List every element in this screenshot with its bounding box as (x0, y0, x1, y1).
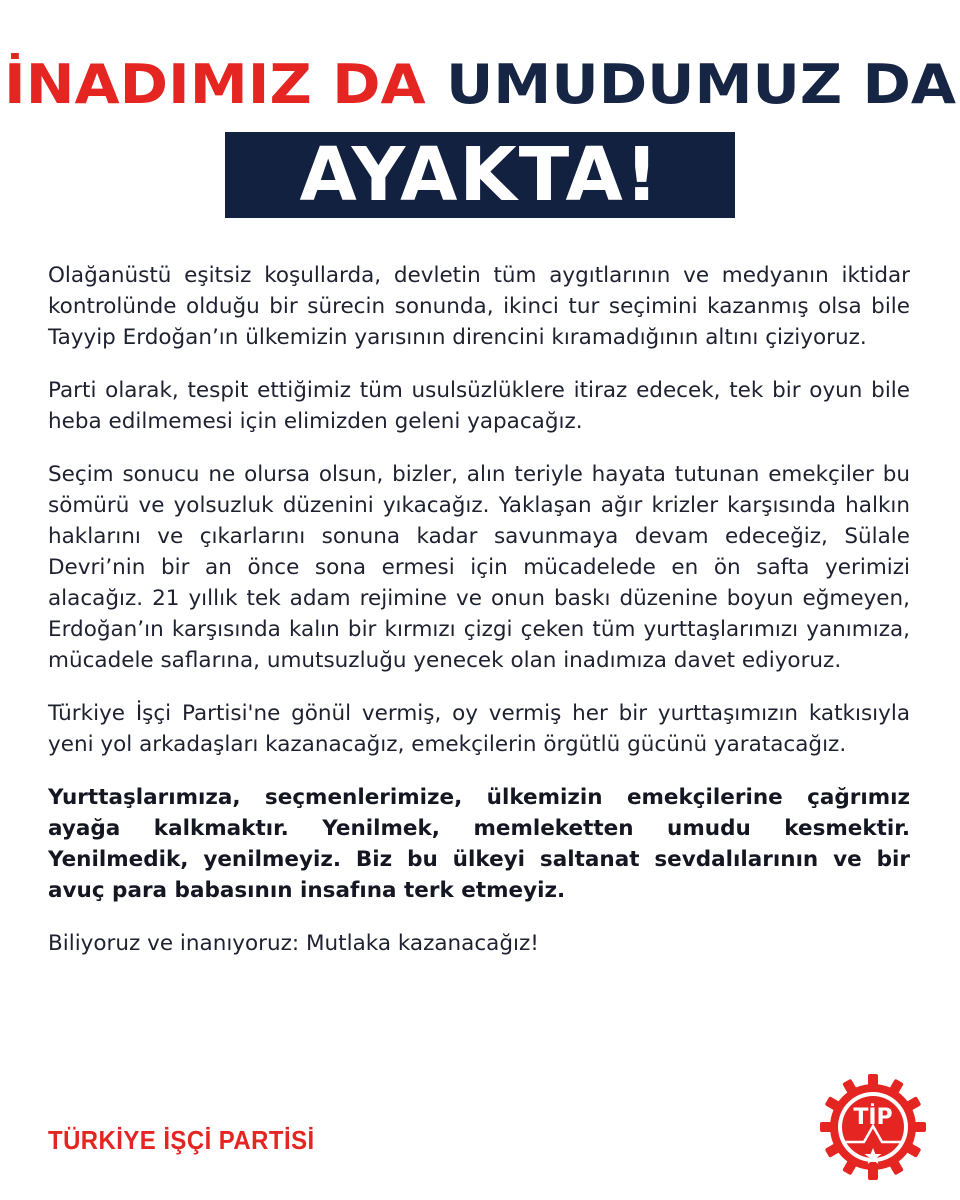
headline-banner: AYAKTA! (225, 132, 735, 218)
headline (0, 53, 960, 116)
statement-body (48, 260, 910, 981)
paragraph-2: Parti olarak, tespit ettiğimiz tüm usulsüzlüklere itiraz edecek, tek bir oyun bile heba edilmemesi için elimizden geleni yapacağız. (48, 378, 910, 434)
tip-logo-icon (818, 1072, 928, 1182)
logo-text: TİP (853, 1105, 893, 1130)
paragraph-1: Olağanüstü eşitsiz koşullarda, devletin tüm aygıtlarının ve medyanın iktidar kontrolünde olduğu bir sürecin sonunda, ikinci tur seçimini kazanmış olsa bile Tayyip Erdoğan’ın ülkemizin yarısının direncini kıramadığının altını çiziyoruz. (48, 263, 910, 350)
paragraph-closing: Biliyoruz ve inanıyoruz: Mutlaka kazanacağız! (48, 931, 539, 956)
paragraph-call-to-action: Yurttaşlarımıza, seçmenlerimize, ülkemizin emekçilerine çağrımız ayağa kalkmaktır. Yenilmek, memleketten umudu kesmektir. Yenilmedik, yenilmeyiz. Biz bu ülkeyi saltanat sevdalılarının ve bir avuç para babasının insafına terk etmeyiz. (48, 785, 910, 903)
paragraph-3: Seçim sonucu ne olursa olsun, bizler, alın teriyle hayata tutunan emekçiler bu sömürü ve yolsuzluk düzenini yıkacağız. Yaklaşan ağır krizler karşısında halkın haklarını ve çıkarlarını sonuna kadar savunmaya devam edeceğiz, Sülale Devri’nin bir an önce sona ermesi için mücadelede en ön safta yerimizi alacağız. 21 yıllık tek adam rejimine ve onun baskı düzenine boyun eğmeyen, Erdoğan’ın karşısında kalın bir kırmızı çizgi çeken tüm yurttaşlarımızı yanımıza, mücadele saflarına, umutsuzluğu yenecek olan inadımıza davet ediyoruz. (48, 462, 910, 673)
headline-part-red: İNADIMIZ DA (3, 53, 426, 116)
party-name: TÜRKİYE İŞÇİ PARTİSİ (48, 1125, 315, 1155)
headline-part-navy: UMUDUMUZ DA (445, 53, 956, 116)
paragraph-4: Türkiye İşçi Partisi'ne gönül vermiş, oy vermiş her bir yurttaşımızın katkısıyla yeni yol arkadaşları kazanacağız, emekçilerin örgütlü gücünü yaratacağız. (48, 701, 910, 757)
